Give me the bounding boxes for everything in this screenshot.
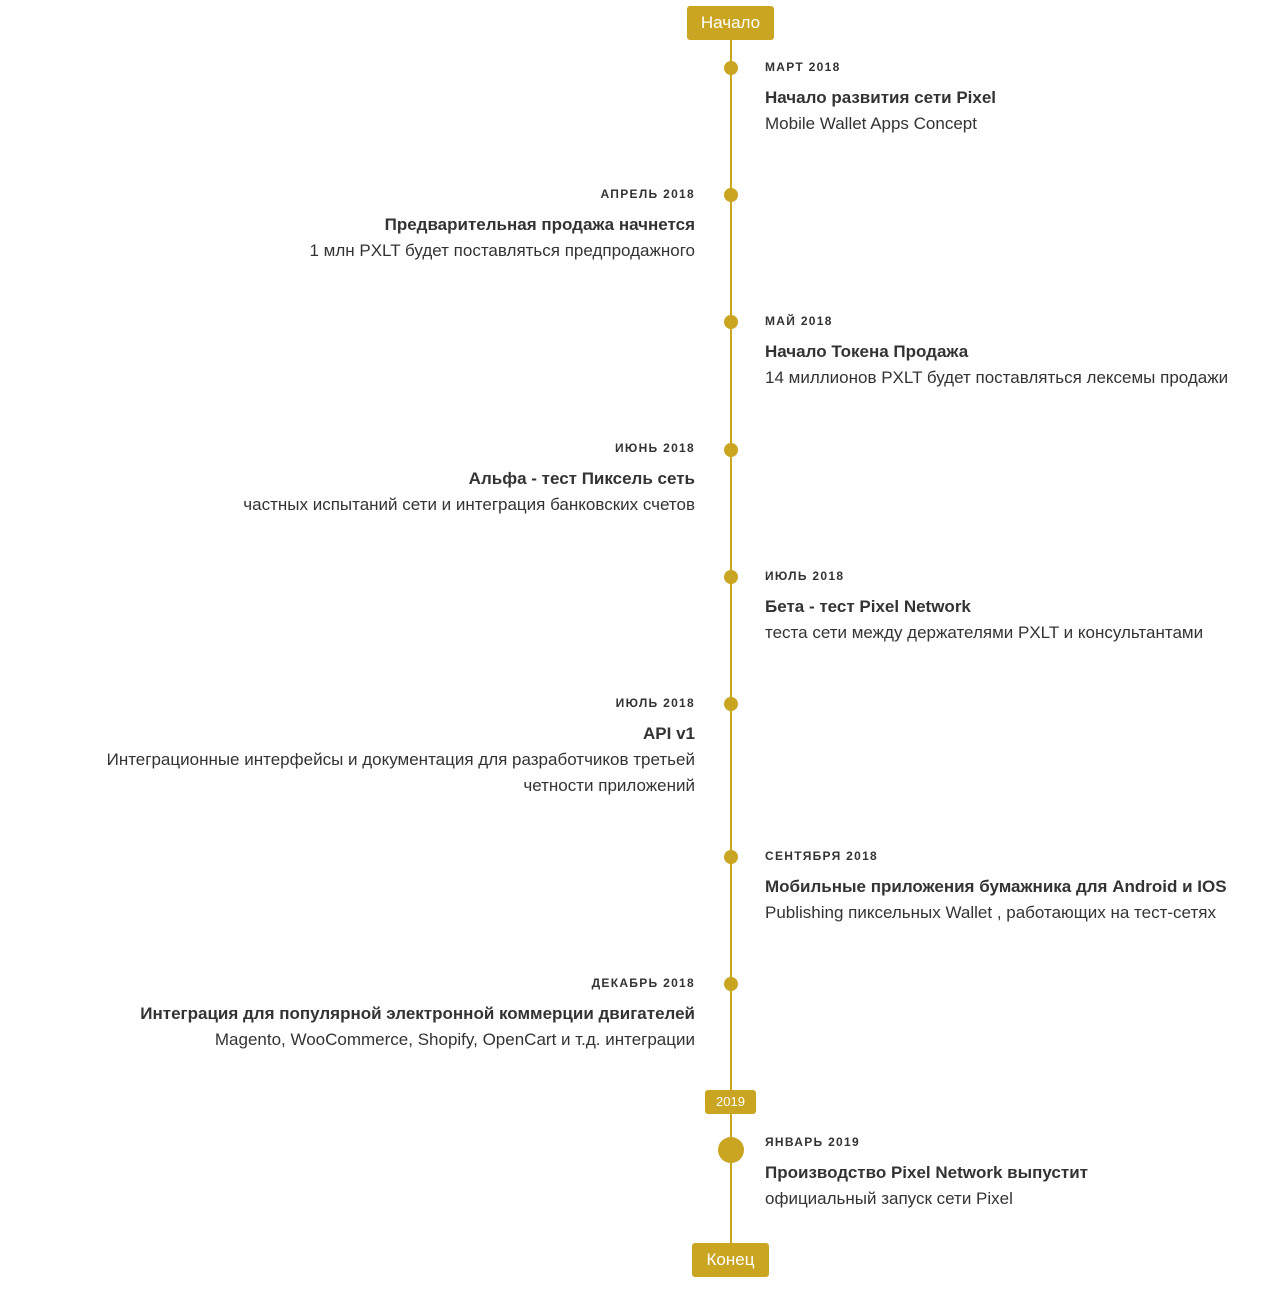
event-title: API v1 <box>643 724 695 743</box>
timeline-dot <box>724 188 738 202</box>
event-date: АПРЕЛЬ 2018 <box>600 187 695 201</box>
event-title: Производство Pixel Network выпустит <box>765 1163 1088 1182</box>
event-date: ИЮЛЬ 2018 <box>615 696 695 710</box>
event-title: Начало развития сети Pixel <box>765 88 997 107</box>
timeline-dot <box>724 61 738 75</box>
event-description: теста сети между держателями PXLT и консультантами <box>765 623 1204 642</box>
event-description: Mobile Wallet Apps Concept <box>765 114 977 133</box>
event-description: 1 млн PXLT будет поставляться предпродажного <box>309 241 695 260</box>
event-date: ИЮНЬ 2018 <box>614 441 695 455</box>
timeline-end-badge: Конец <box>692 1243 769 1277</box>
event-date: ЯНВАРЬ 2019 <box>765 1135 860 1149</box>
event-title: Мобильные приложения бумажника для Android и IOS <box>765 877 1227 896</box>
event-title: Предварительная продажа начнется <box>384 215 695 234</box>
event-date: МАРТ 2018 <box>765 60 841 74</box>
event-description: частных испытаний сети и интеграция банковских счетов <box>243 495 695 514</box>
timeline-dot-current <box>718 1137 744 1163</box>
event-description: Интеграционные интерфейсы и документация для разработчиков третьей четности приложений <box>106 750 695 795</box>
timeline-event <box>765 59 1280 137</box>
timeline-event <box>75 186 695 264</box>
timeline-dot <box>724 697 738 711</box>
timeline-event <box>75 695 695 799</box>
timeline-start-badge: Начало <box>687 6 774 40</box>
timeline-event <box>765 568 1265 646</box>
timeline-event <box>765 1134 1265 1212</box>
year-marker-badge: 2019 <box>705 1090 756 1114</box>
event-description: Publishing пиксельных Wallet , работающих на тест-сетях <box>765 903 1216 922</box>
event-title: Бета - тест Pixel Network <box>765 597 971 616</box>
event-date: ИЮЛЬ 2018 <box>765 569 845 583</box>
timeline-dot <box>724 315 738 329</box>
timeline-dot <box>724 977 738 991</box>
event-date: ДЕКАБРЬ 2018 <box>591 976 695 990</box>
timeline-line <box>730 36 732 1262</box>
timeline-dot <box>724 850 738 864</box>
timeline-dot <box>724 570 738 584</box>
event-date: МАЙ 2018 <box>765 314 833 328</box>
event-title: Альфа - тест Пиксель сеть <box>468 469 695 488</box>
event-title: Начало Токена Продажа <box>765 342 969 361</box>
event-description: 14 миллионов PXLT будет поставляться лексемы продажи <box>765 368 1229 387</box>
timeline-event <box>75 440 695 518</box>
timeline-dot <box>724 443 738 457</box>
event-date: СЕНТЯБРЯ 2018 <box>765 849 879 863</box>
timeline-event <box>765 313 1265 391</box>
event-description: официальный запуск сети Pixel <box>765 1189 1013 1208</box>
event-description: Magento, WooCommerce, Shopify, OpenCart и т.д. интеграции <box>214 1030 695 1049</box>
event-title: Интеграция для популярной электронной коммерции двигателей <box>140 1004 695 1023</box>
timeline-event <box>765 848 1265 926</box>
timeline-event <box>75 975 695 1053</box>
